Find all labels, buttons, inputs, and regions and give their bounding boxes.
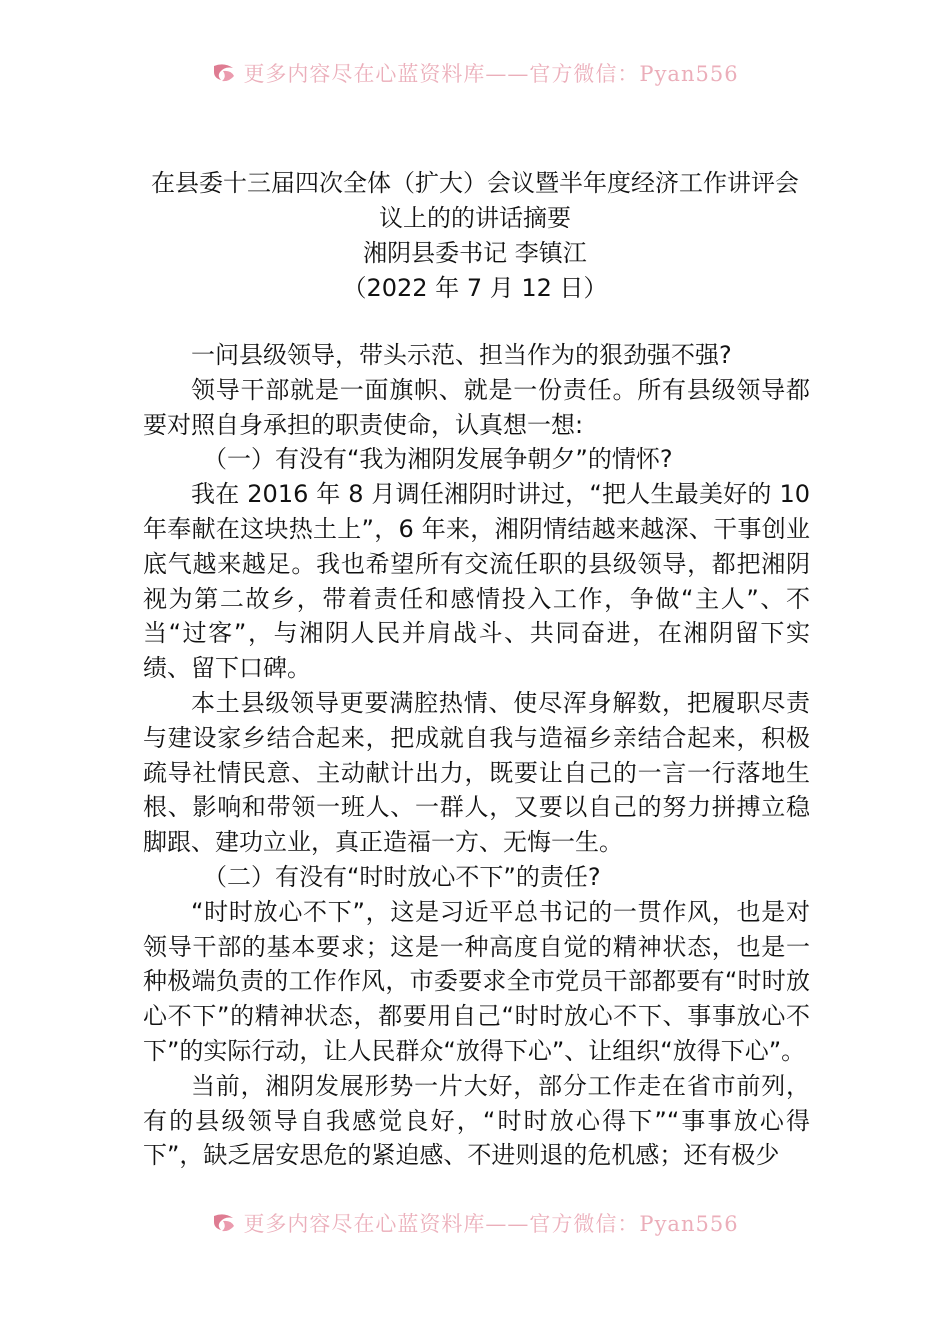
paragraph: 本土县级领导更要满腔热情、使尽浑身解数，把履职尽责与建设家乡结合起来，把成就自我与造福乡亲结合起来，积极疏导社情民意、主动献计出力，既要让自己的一言一行落地生根、影响和带领一班人、一群人，又要以自己的努力拼搏立稳脚跟、建功立业，真正造福一方、无悔一生。 (143, 688, 810, 857)
watermark-top (0, 58, 950, 89)
watermark-text: 更多内容尽在心蓝资料库——官方微信：Pyan556 (243, 62, 739, 86)
section-heading-1: （一）有没有“我为湘阴发展争朝夕”的情怀? (203, 445, 673, 474)
paragraph: 当前，湘阴发展形势一片大好，部分工作走在省市前列，有的县级领导自我感觉良好，“时时放心得下”“事事放心得下”，缺乏居安思危的紧迫感、不进则退的危机感；还有极少 (143, 1071, 810, 1170)
watermark-bottom (0, 1208, 950, 1239)
title-author: 湘阴县委书记 李镇江 (363, 239, 587, 267)
watermark-logo-icon (211, 62, 237, 89)
section-heading-2: （二）有没有“时时放心不下”的责任? (203, 862, 601, 891)
document-body (143, 338, 810, 1173)
paragraph: 领导干部就是一面旗帜、就是一份责任。所有县级领导都要对照自身承担的职责使命，认真想一想: (143, 375, 810, 439)
paragraph-question-1: 一问县级领导，带头示范、担当作为的狠劲强不强? (191, 341, 732, 369)
watermark-text: 更多内容尽在心蓝资料库——官方微信：Pyan556 (243, 1212, 739, 1236)
title-line-2: 议上的的讲话摘要 (379, 204, 571, 232)
title-date: （2022 年 7 月 12 日） (342, 274, 608, 302)
title-line-1: 在县委十三届四次全体（扩大）会议暨半年度经济工作讲评会 (151, 169, 799, 197)
watermark-logo-icon (211, 1212, 237, 1239)
paragraph: “时时放心不下”，这是习近平总书记的一贯作风，也是对领导干部的基本要求；这是一种高度自觉的精神状态，也是一种极端负责的工作作风，市委要求全市党员干部都要有“时时放心不下”的精神状态，都要用自己“时时放心不下、事事放心不下”的实际行动，让人民群众“放得下心”、让组织“放得下心”。 (143, 897, 810, 1065)
document-title (140, 166, 810, 306)
paragraph: 我在 2016 年 8 月调任湘阴时讲过，“把人生最美好的 10 年奉献在这块热土上”，6 年来，湘阴情结越来越深、干事创业底气越来越足。我也希望所有交流任职的县级领导，都把湘阴视为第二故乡，带着责任和感情投入工作，争做“主人”、不当“过客”，与湘阴人民并肩战斗、共同奋进，在湘阴留下实绩、留下口碑。 (143, 480, 810, 683)
